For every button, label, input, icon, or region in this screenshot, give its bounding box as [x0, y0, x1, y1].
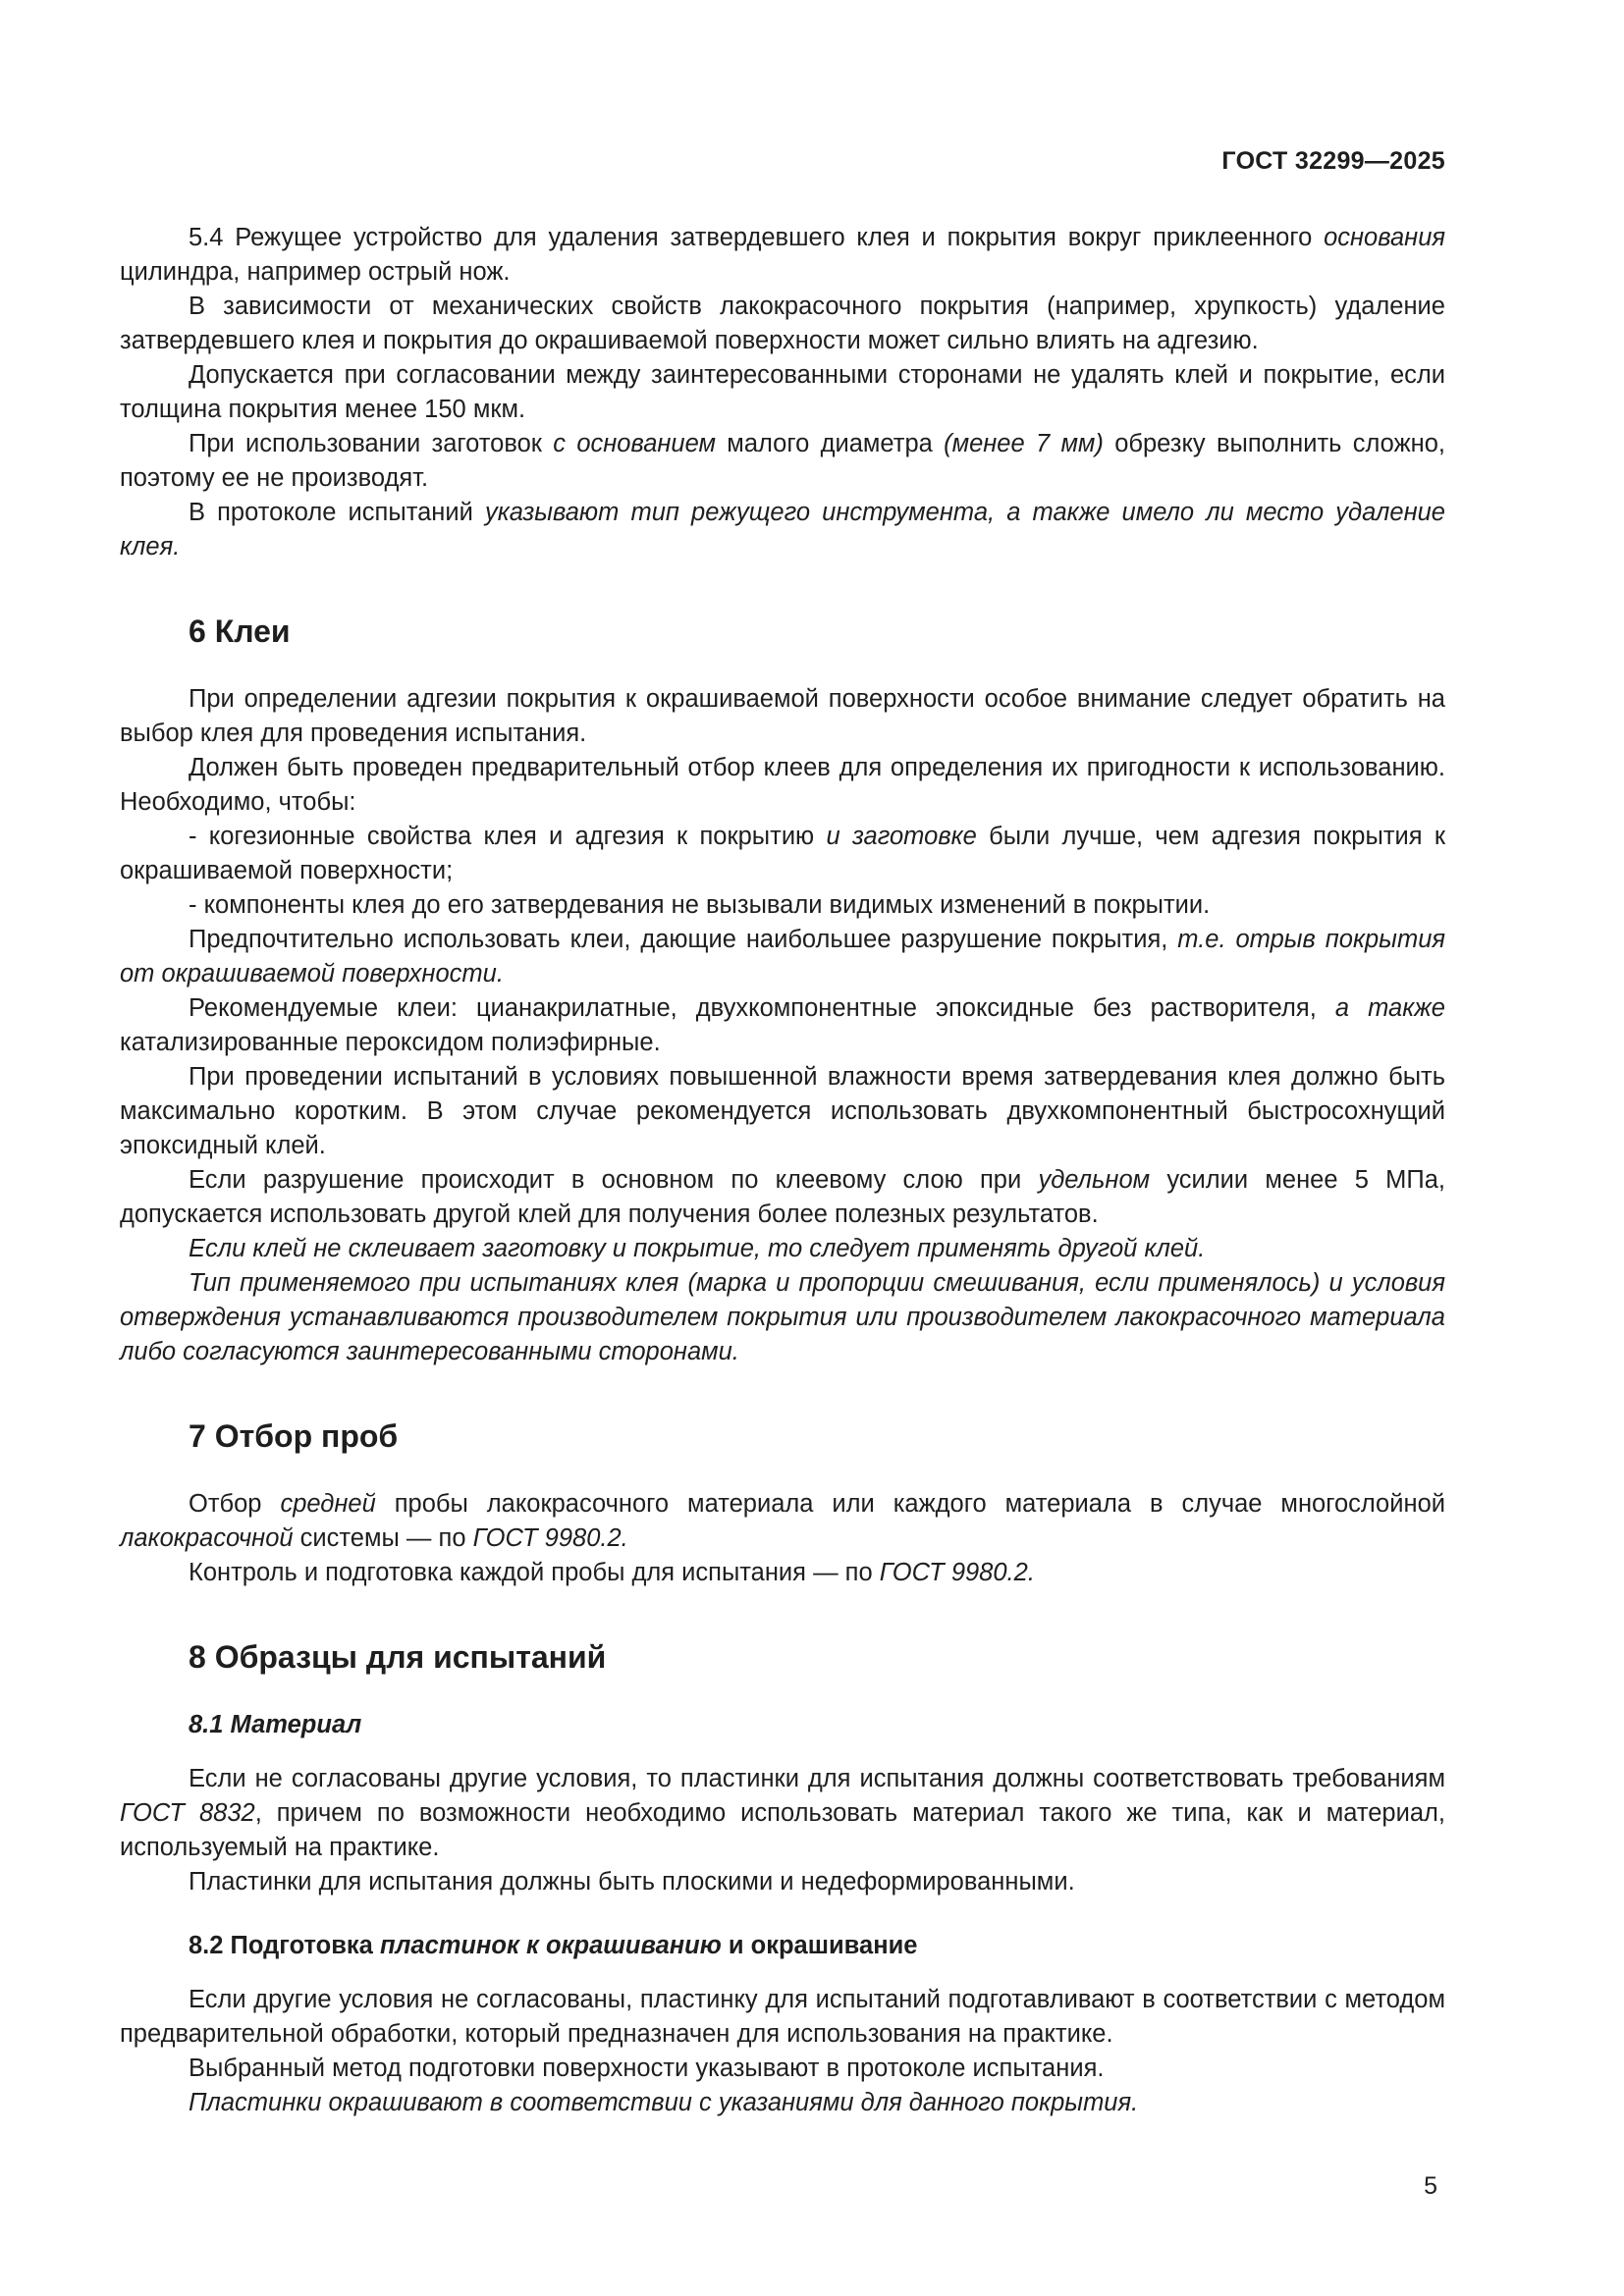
- paragraph: Отбор средней пробы лакокрасочного материала или каждого материала в случае многослойной лакокрасочной системы — по ГОСТ 9980.2.: [120, 1490, 1445, 1552]
- paragraph: В протоколе испытаний указывают тип режущего инструмента, а также имело ли место удаление клея.: [120, 499, 1445, 561]
- paragraph: Предпочтительно использовать клеи, дающие наибольшее разрушение покрытия, т.е. отрыв покрытия от окрашиваемой поверхности.: [120, 926, 1445, 988]
- subsection-heading-8-1: 8.1 Материал: [189, 1711, 362, 1738]
- section-heading-7: 7 Отбор проб: [189, 1418, 399, 1454]
- paragraph: Рекомендуемые клеи: цианакрилатные, двухкомпонентные эпоксидные без растворителя, а также катализированные пероксидом полиэфирные.: [120, 994, 1445, 1056]
- paragraph: Если не согласованы другие условия, то пластинки для испытания должны соответствовать требованиям ГОСТ 8832, причем по возможности необходимо использовать материал такого же типа, как и материал, используемый на практике.: [120, 1765, 1445, 1861]
- section-heading-8: 8 Образцы для испытаний: [189, 1639, 607, 1675]
- paragraph: При проведении испытаний в условиях повышенной влажности время затвердевания клея должно быть максимально коротким. В этом случае рекомендуется использовать двухкомпонентный быстросохнущий эпоксидный клей.: [120, 1063, 1445, 1159]
- paragraph: Пластинки для испытания должны быть плоскими и недеформированными.: [189, 1868, 1075, 1896]
- paragraph: Если другие условия не согласованы, пластинку для испытаний подготавливают в соответствии с методом предварительной обработки, который предназначен для использования на практике.: [120, 1986, 1445, 2048]
- paragraph: Выбранный метод подготовки поверхности указывают в протоколе испытания.: [189, 2055, 1105, 2082]
- subsection-heading-8-2: 8.2 Подготовка пластинок к окрашиванию и окрашивание: [189, 1932, 918, 1959]
- paragraph: Тип применяемого при испытаниях клея (марка и пропорции смешивания, если применялось) и условия отверждения устанавливаются производителем покрытия или производителем лакокрасочного материала либо согласуются заинтересованными сторонами.: [120, 1269, 1445, 1365]
- paragraph: Если разрушение происходит в основном по клеевому слою при удельном усилии менее 5 МПа, допускается использовать другой клей для получения более полезных результатов.: [120, 1166, 1445, 1228]
- list-item: - когезионные свойства клея и адгезия к покрытию и заготовке были лучше, чем адгезия покрытия к окрашиваемой поверхности;: [120, 823, 1445, 884]
- paragraph: В зависимости от механических свойств лакокрасочного покрытия (например, хрупкость) удаление затвердевшего клея и покрытия до окрашиваемой поверхности может сильно влиять на адгезию.: [120, 293, 1445, 354]
- paragraph: При использовании заготовок с основанием малого диаметра (менее 7 мм) обрезку выполнить сложно, поэтому ее не производят.: [120, 430, 1445, 492]
- document-body: [120, 221, 1445, 2120]
- page-number: 5: [1424, 2172, 1437, 2200]
- document-header: ГОСТ 32299—2025: [1221, 147, 1445, 175]
- paragraph: При определении адгезии покрытия к окрашиваемой поверхности особое внимание следует обратить на выбор клея для проведения испытания.: [120, 685, 1445, 747]
- list-item: - компоненты клея до его затвердевания не вызывали видимых изменений в покрытии.: [189, 891, 1211, 919]
- paragraph: Допускается при согласовании между заинтересованными сторонами не удалять клей и покрытие, если толщина покрытия менее 150 мкм.: [120, 361, 1445, 423]
- paragraph: Пластинки окрашивают в соответствии с указаниями для данного покрытия.: [189, 2089, 1139, 2116]
- section-heading-6: 6 Клеи: [189, 614, 291, 649]
- paragraph: Контроль и подготовка каждой пробы для испытания — по ГОСТ 9980.2.: [189, 1559, 1035, 1586]
- paragraph: Если клей не склеивает заготовку и покрытие, то следует применять другой клей.: [189, 1235, 1206, 1262]
- paragraph: Должен быть проведен предварительный отбор клеев для определения их пригодности к использованию. Необходимо, чтобы:: [120, 754, 1445, 816]
- paragraph-5-4: 5.4 Режущее устройство для удаления затвердевшего клея и покрытия вокруг приклеенного основания цилиндра, например острый нож.: [120, 224, 1445, 286]
